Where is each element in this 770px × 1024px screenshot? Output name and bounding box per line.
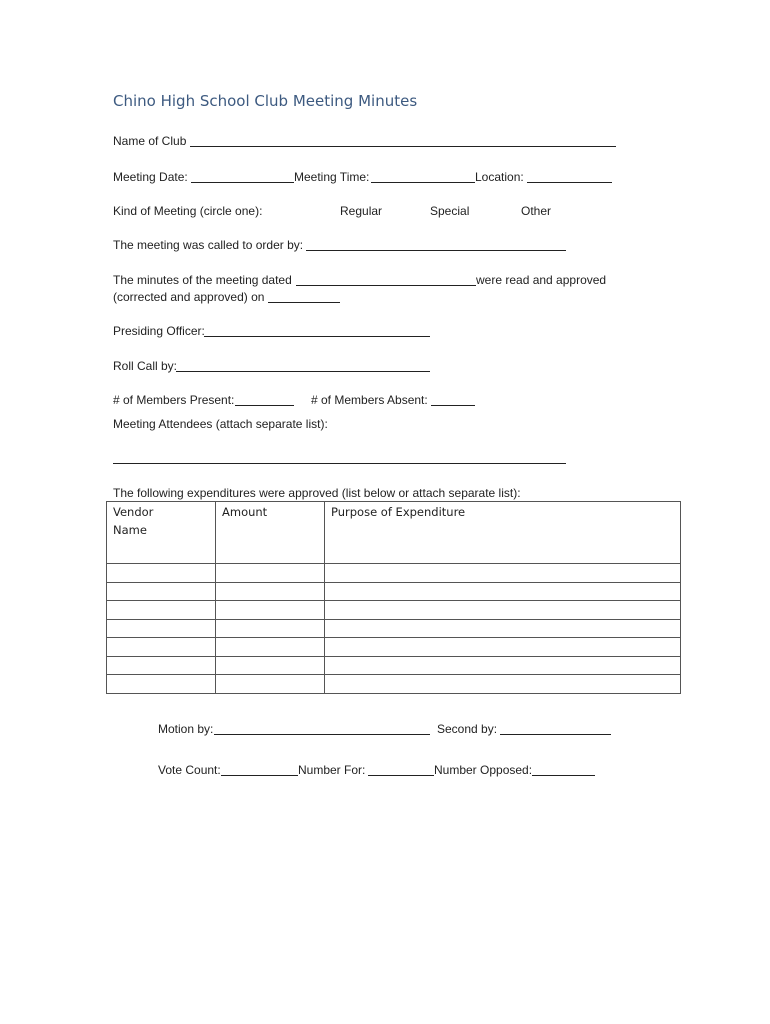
- called-to-order-label: The meeting was called to order by:: [113, 238, 304, 252]
- number-opposed-field[interactable]: [532, 775, 595, 776]
- called-to-order-field[interactable]: [306, 250, 566, 251]
- vendor-cell[interactable]: [107, 619, 216, 638]
- vote-count-label: Vote Count:: [158, 763, 221, 777]
- roll-call-label: Roll Call by:: [113, 359, 178, 373]
- table-row: [107, 619, 681, 638]
- corrected-approved-field[interactable]: [268, 302, 340, 303]
- vendor-cell[interactable]: [107, 601, 216, 620]
- purpose-cell[interactable]: [325, 656, 681, 675]
- kind-option-regular[interactable]: Regular: [340, 204, 383, 218]
- form-title: Chino High School Club Meeting Minutes: [113, 92, 418, 110]
- attendees-label: Meeting Attendees (attach separate list):: [113, 417, 328, 431]
- location-label: Location:: [475, 170, 524, 184]
- second-by-label: Second by:: [437, 722, 498, 736]
- amount-cell[interactable]: [216, 656, 325, 675]
- meeting-date-field[interactable]: [191, 182, 294, 183]
- corrected-approved-label: (corrected and approved) on: [113, 290, 265, 304]
- vendor-cell[interactable]: [107, 564, 216, 583]
- minutes-dated-label: The minutes of the meeting dated: [113, 273, 292, 287]
- header-purpose: Purpose of Expenditure: [325, 502, 681, 564]
- location-field[interactable]: [527, 182, 612, 183]
- minutes-dated-field[interactable]: [296, 285, 476, 286]
- table-row: [107, 656, 681, 675]
- header-vendor-name: Vendor Name: [107, 502, 216, 564]
- members-present-label: # of Members Present:: [113, 393, 235, 407]
- table-row: [107, 675, 681, 694]
- purpose-cell[interactable]: [325, 601, 681, 620]
- vote-count-field[interactable]: [221, 775, 298, 776]
- presiding-officer-label: Presiding Officer:: [113, 324, 205, 338]
- meeting-time-field[interactable]: [371, 182, 475, 183]
- table-row: [107, 564, 681, 583]
- kind-of-meeting-label: Kind of Meeting (circle one):: [113, 204, 263, 218]
- number-for-label: Number For:: [298, 763, 366, 777]
- amount-cell[interactable]: [216, 675, 325, 694]
- number-for-field[interactable]: [368, 775, 434, 776]
- vendor-cell[interactable]: [107, 675, 216, 694]
- club-name-label: Name of Club: [113, 134, 187, 148]
- meeting-time-label: Meeting Time:: [294, 170, 370, 184]
- table-row: [107, 638, 681, 657]
- amount-cell[interactable]: [216, 582, 325, 601]
- purpose-cell[interactable]: [325, 619, 681, 638]
- purpose-cell[interactable]: [325, 675, 681, 694]
- number-opposed-label: Number Opposed:: [434, 763, 533, 777]
- kind-option-special[interactable]: Special: [430, 204, 470, 218]
- vendor-cell[interactable]: [107, 656, 216, 675]
- purpose-cell[interactable]: [325, 582, 681, 601]
- amount-cell[interactable]: [216, 601, 325, 620]
- kind-option-other[interactable]: Other: [521, 204, 552, 218]
- club-name-field[interactable]: [190, 146, 616, 147]
- members-present-field[interactable]: [235, 405, 294, 406]
- header-amount: Amount: [216, 502, 325, 564]
- table-header-row: [107, 502, 681, 564]
- vendor-cell[interactable]: [107, 582, 216, 601]
- members-absent-field[interactable]: [431, 405, 475, 406]
- attendees-field[interactable]: [113, 463, 566, 464]
- meeting-date-label: Meeting Date:: [113, 170, 188, 184]
- table-row: [107, 601, 681, 620]
- amount-cell[interactable]: [216, 619, 325, 638]
- vendor-cell[interactable]: [107, 638, 216, 657]
- amount-cell[interactable]: [216, 638, 325, 657]
- expenditure-table: [106, 501, 681, 694]
- read-approved-label: were read and approved: [476, 273, 607, 287]
- table-row: [107, 582, 681, 601]
- purpose-cell[interactable]: [325, 564, 681, 583]
- members-absent-label: # of Members Absent:: [311, 393, 428, 407]
- presiding-officer-field[interactable]: [204, 336, 430, 337]
- motion-by-label: Motion by:: [158, 722, 214, 736]
- second-by-field[interactable]: [500, 734, 611, 735]
- roll-call-field[interactable]: [176, 371, 430, 372]
- motion-by-field[interactable]: [214, 734, 430, 735]
- purpose-cell[interactable]: [325, 638, 681, 657]
- expenditures-label: The following expenditures were approved (list below or attach separate list):: [113, 486, 521, 500]
- amount-cell[interactable]: [216, 564, 325, 583]
